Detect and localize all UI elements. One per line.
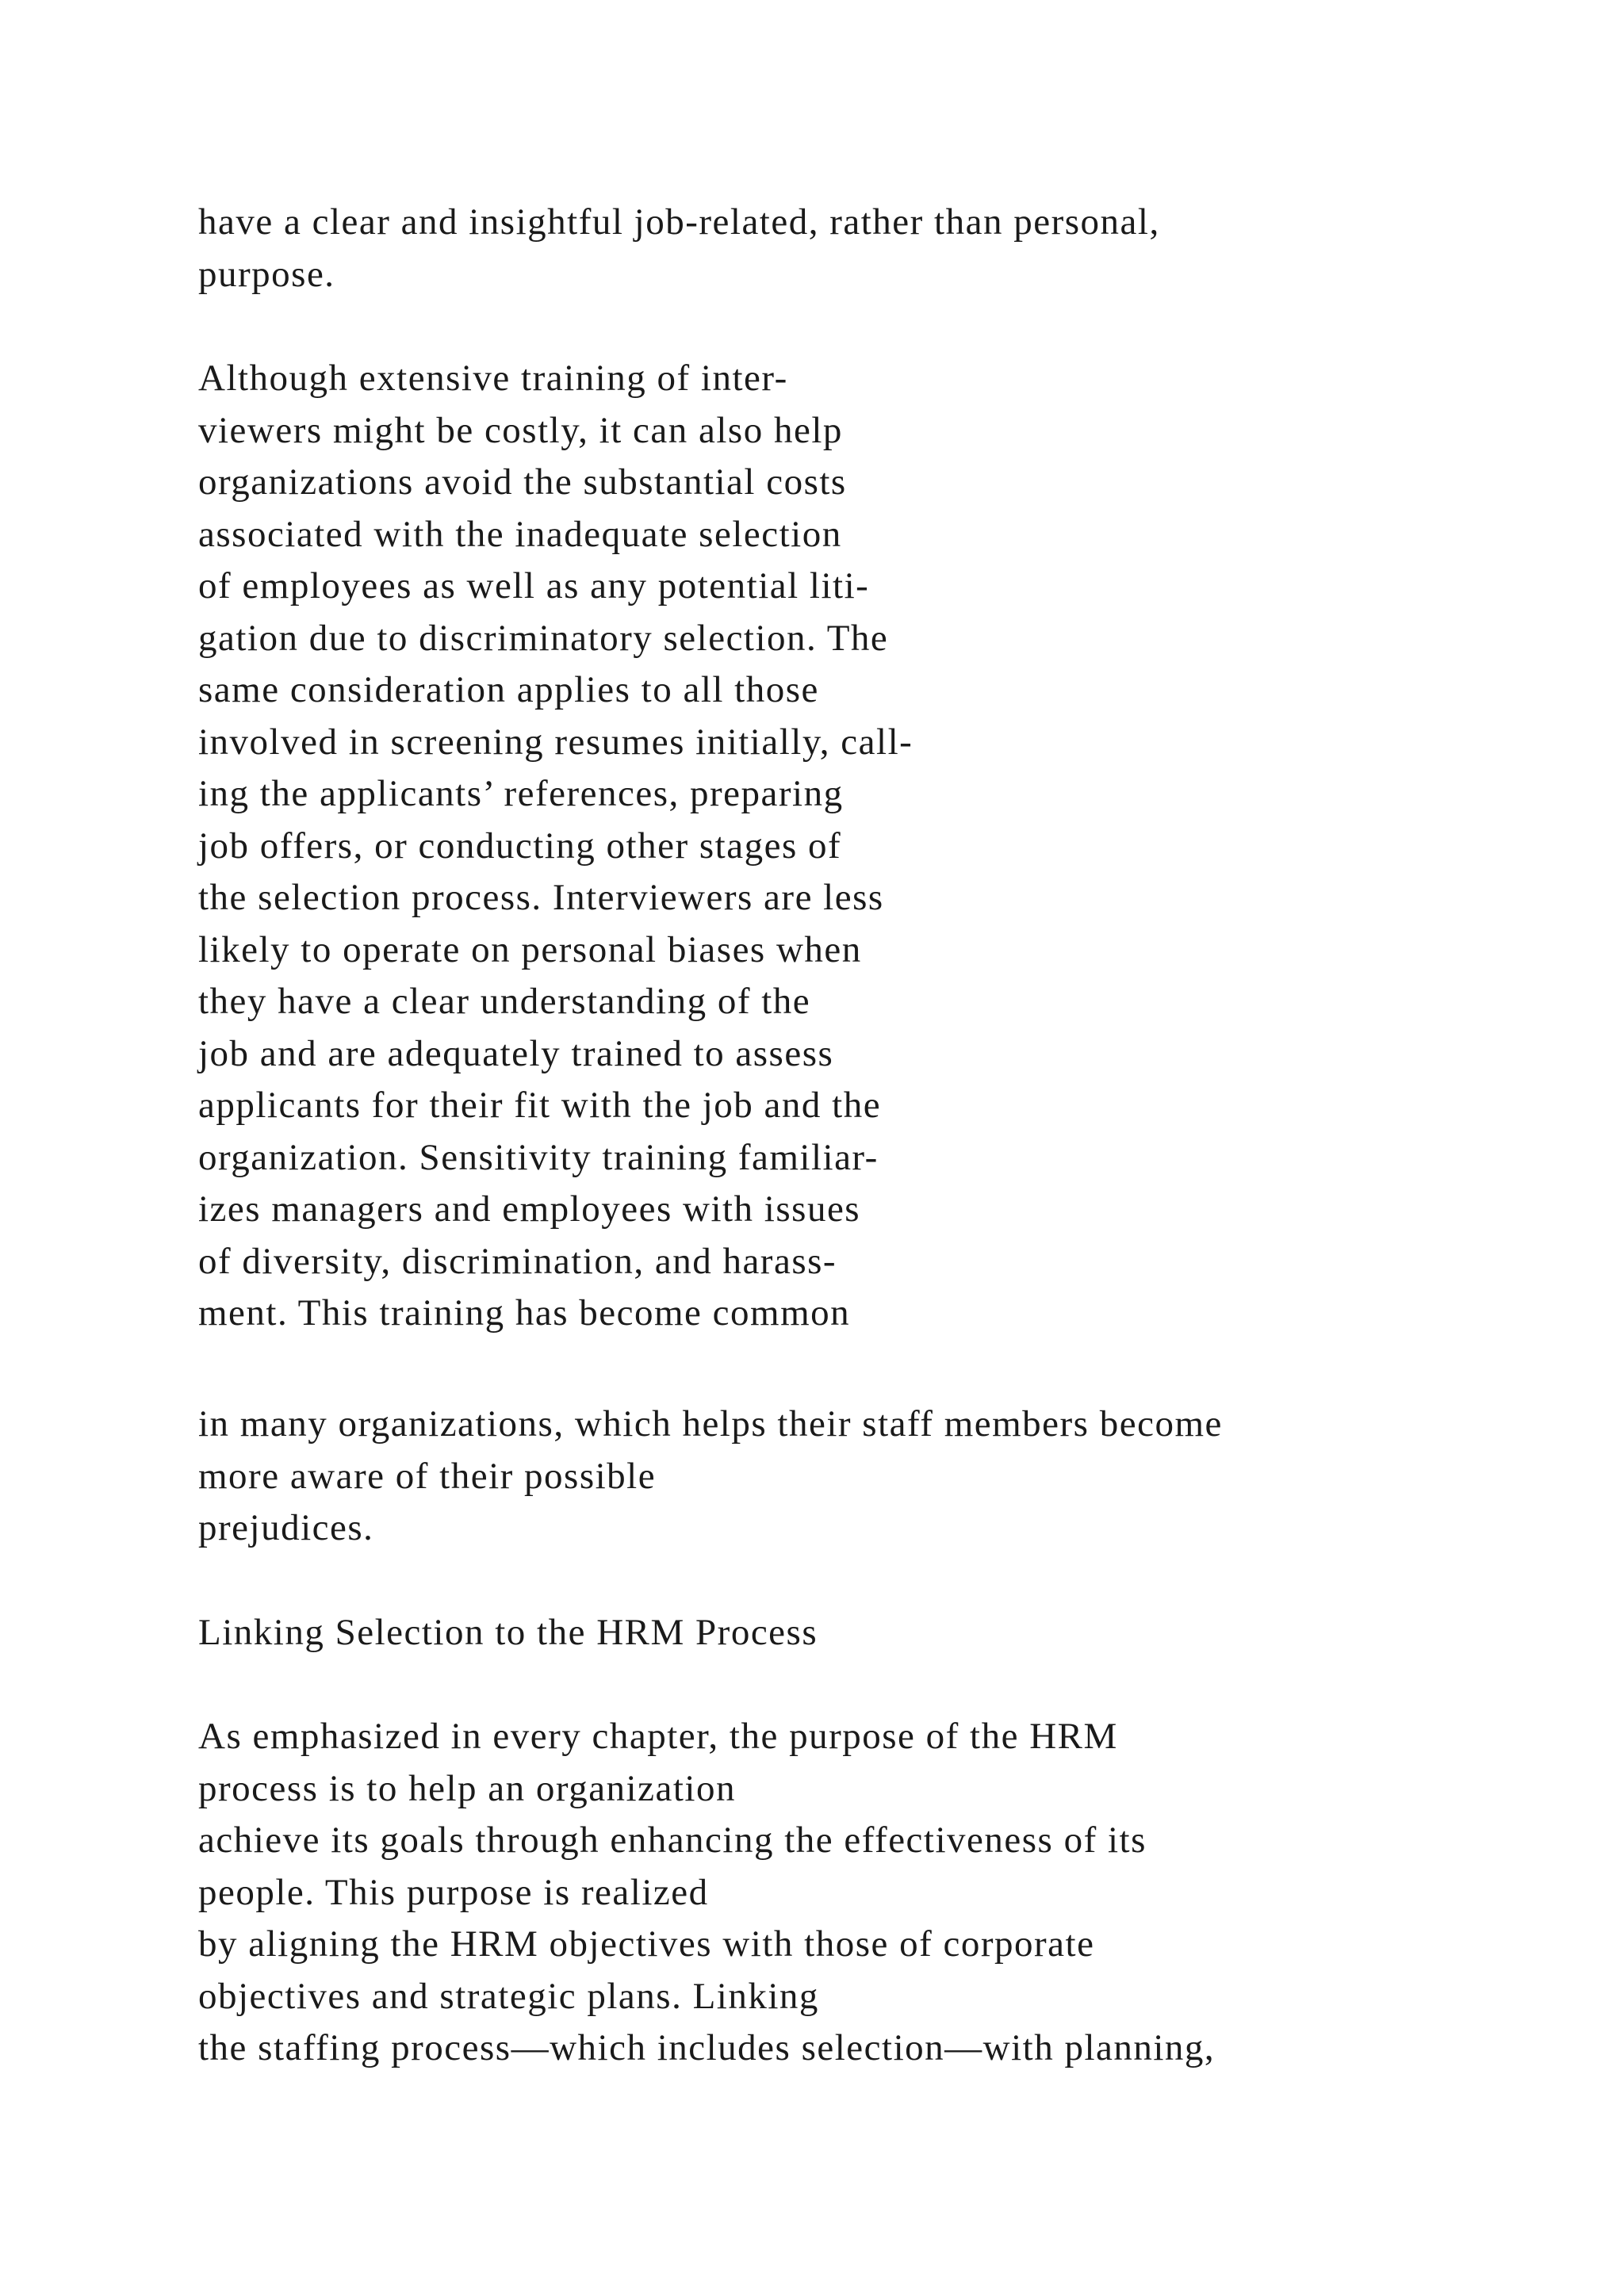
text-line: the staffing process—which includes selection—with planning, — [198, 2027, 1216, 2068]
text-line: organizations avoid the substantial costs — [198, 461, 847, 503]
intro-paragraph — [198, 197, 1160, 300]
text-line: people. This purpose is realized — [198, 1871, 709, 1913]
text-line: prejudices. — [198, 1507, 374, 1548]
text-line: of diversity, discrimination, and harass- — [198, 1240, 837, 1282]
text-line: the selection process. Interviewers are less — [198, 877, 884, 918]
section-heading — [198, 1607, 818, 1659]
text-line: likely to operate on personal biases when — [198, 928, 862, 970]
text-line: gation due to discriminatory selection. The — [198, 617, 889, 659]
text-line: job offers, or conducting other stages of — [198, 825, 842, 867]
text-line: more aware of their possible — [198, 1455, 657, 1497]
text-line: by aligning the HRM objectives with those of corporate — [198, 1923, 1095, 1965]
text-line: purpose. — [198, 253, 335, 295]
text-line: involved in screening resumes initially, call- — [198, 721, 914, 763]
text-line: associated with the inadequate selection — [198, 513, 842, 555]
text-line: Although extensive training of inter- — [198, 358, 788, 399]
text-line: objectives and strategic plans. Linking — [198, 1975, 819, 2017]
training-paragraph — [198, 353, 913, 1340]
text-line: ment. This training has become common — [198, 1292, 851, 1334]
text-line: they have a clear understanding of the — [198, 981, 811, 1022]
text-line: job and are adequately trained to assess — [198, 1032, 834, 1074]
text-line: have a clear and insightful job-related, rather than personal, — [198, 201, 1160, 243]
heading-text: Linking Selection to the HRM Process — [198, 1612, 818, 1653]
text-line: same consideration applies to all those — [198, 669, 819, 710]
hrm-paragraph — [198, 1711, 1215, 2075]
text-line: in many organizations, which helps their staff members become — [198, 1403, 1223, 1445]
text-line: applicants for their fit with the job and the — [198, 1085, 882, 1126]
text-line: ing the applicants’ references, preparing — [198, 773, 844, 814]
text-line: viewers might be costly, it can also help — [198, 409, 843, 451]
text-line: As emphasized in every chapter, the purpose of the HRM — [198, 1716, 1118, 1757]
text-line: izes managers and employees with issues — [198, 1188, 861, 1230]
text-line: process is to help an organization — [198, 1767, 736, 1809]
text-line: of employees as well as any potential liti- — [198, 565, 870, 607]
continuation-paragraph — [198, 1399, 1223, 1555]
text-line: achieve its goals through enhancing the effectiveness of its — [198, 1820, 1147, 1861]
text-line: organization. Sensitivity training familiar- — [198, 1136, 879, 1178]
